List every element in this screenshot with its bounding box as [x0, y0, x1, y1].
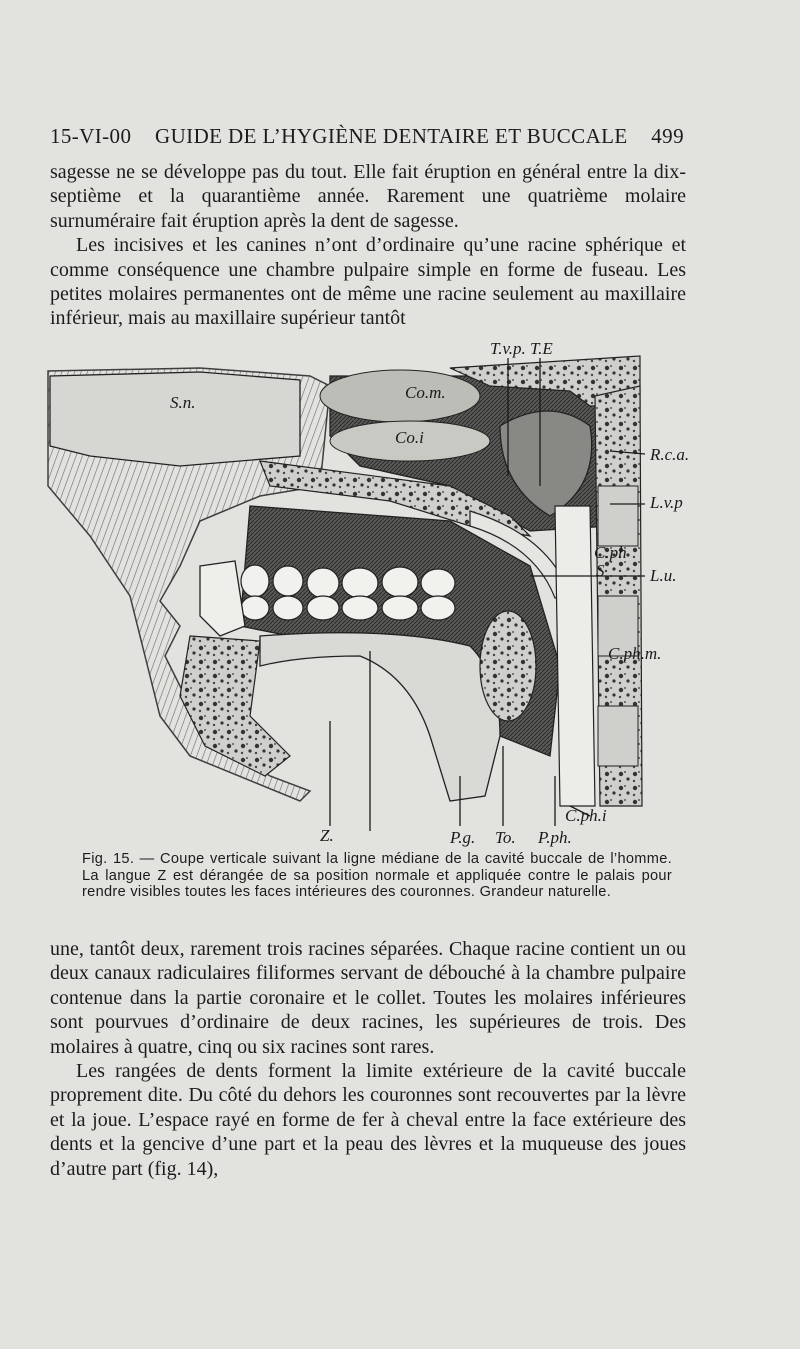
paragraph: Les rangées de dents forment la limite extérieure de la cavité buccale proprement dite. Du côté du dehors les couronnes sont recouvertes par la lèvre et la joue. L’espace rayé en forme de fer à cheval entre la face extérieure des dents et la gencive d’une part et la peau des lèvres et la muqueuse des joues d’autre part (fig. 14), — [50, 1060, 686, 1180]
pharynx-wall — [555, 506, 595, 806]
label-s: S — [596, 561, 605, 580]
label-pph: P.ph. — [538, 828, 572, 847]
running-head-code: 15-VI-00 — [50, 124, 132, 148]
paragraph: une, tantôt deux, rarement trois racines séparées. Chaque racine contient un ou deux canaux radiculaires filiformes servant de débouché à la chambre pulpaire contenue dans la partie coronaire et le collet. Toutes les molaires inférieures sont pourvues d’ordinaire de deux racines, les supérieures de trois. Des molaires à quatre, cinq ou six racines sont rares. — [50, 938, 686, 1058]
tonsil — [480, 611, 536, 721]
label-z: Z. — [320, 826, 334, 845]
label-tvp-te: T.v.p. T.E — [490, 339, 553, 358]
oral-cavity-section-illustration — [30, 336, 720, 851]
page-number: 499 — [651, 124, 684, 148]
vertebra-band — [598, 706, 638, 766]
label-cphm: C.ph.m. — [608, 644, 662, 663]
label-cph: C.ph — [594, 543, 627, 562]
paragraph: sagesse ne se développe pas du tout. Elle fait éruption en général entre la dix-septième et la quarantième année. Rarement une quatrième molaire surnuméraire fait éruption après la dent de sagesse. — [50, 161, 686, 232]
label-to: To. — [495, 828, 516, 847]
label-coi: Co.i — [395, 428, 424, 447]
running-head — [50, 124, 684, 149]
label-sn: S.n. — [170, 393, 196, 412]
label-com: Co.m. — [405, 383, 446, 402]
bottom-text-block — [50, 937, 686, 1181]
label-lu: L.u. — [650, 566, 677, 585]
middle-turbinate — [320, 370, 480, 422]
vertebra-band — [598, 486, 638, 546]
nasal-cavity — [50, 372, 300, 466]
running-head-title: GUIDE DE L’HYGIÈNE DENTAIRE ET BUCCALE — [155, 124, 628, 148]
label-lvp: L.v.p — [650, 493, 683, 512]
incisors — [200, 561, 245, 636]
label-pg: P.g. — [450, 828, 476, 847]
anatomical-figure — [30, 336, 720, 851]
label-rca: R.c.a. — [650, 445, 690, 464]
figure-caption: Fig. 15. — Coupe verticale suivant la ligne médiane de la cavité buccale de l’homme. La langue Z est dérangée de sa position normale et appliquée contre le palais pour rendre visibles toutes les faces intérieures des couronnes. Grandeur naturelle. — [82, 851, 672, 901]
paragraph: Les incisives et les canines n’ont d’ordinaire qu’une racine sphérique et comme conséquence une chambre pulpaire simple en forme de fuseau. Les petites molaires permanentes ont de même une racine seulement au maxillaire inférieur, mais au maxillaire supérieur tantôt — [50, 234, 686, 330]
top-text-block — [50, 160, 686, 331]
label-cphi: C.ph.i — [565, 806, 607, 825]
tongue — [260, 633, 500, 801]
